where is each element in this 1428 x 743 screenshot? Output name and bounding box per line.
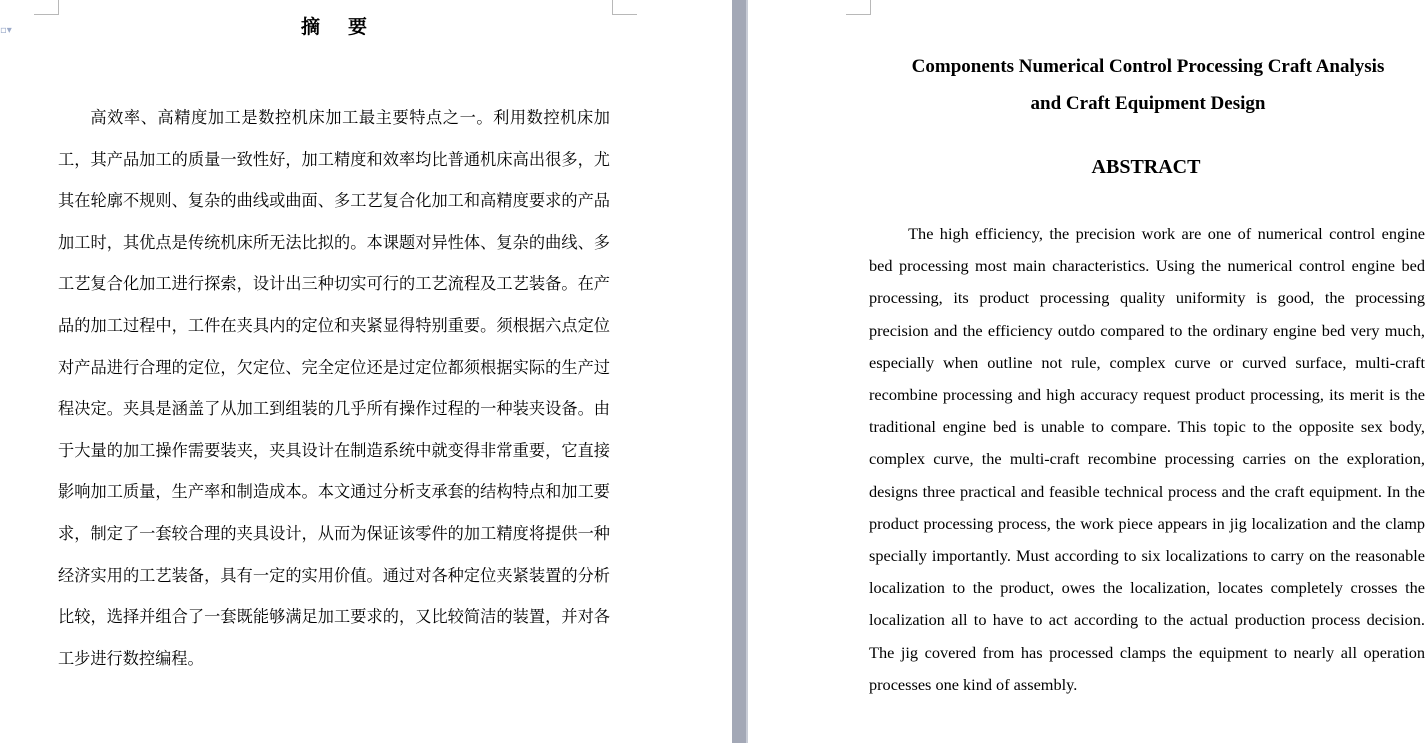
abstract-paragraph: 高效率、高精度加工是数控机床加工最主要特点之一。利用数控机床加工，其产品加工的质量一致性好，加工精度和效率均比普通机床高出很多，尤其在轮廓不规则、复杂的曲线或曲面、多工艺复合化加工和高精度要求的产品加工时，其优点是传统机床所无法比拟的。本课题对异性体、复杂的曲线、多工艺复合化加工进行探索，设计出三种切实可行的工艺流程及工艺装备。在产品的加工过程中，工件在夹具内的定位和夹紧显得特别重要。须根据六点定位对产品进行合理的定位，欠定位、完全定位还是过定位都须根据实际的生产过程决定。夹具是涵盖了从加工到组装的几乎所有操作过程的一种装夹设备。由于大量的加工操作需要装夹，夹具设计在制造系统中就变得非常重要，它直接影响加工质量，生产率和制造成本。本文通过分析支承套的结构特点和加工要求，制定了一套较合理的夹具设计，从而为保证该零件的加工精度将提供一种经济实用的工艺装备，具有一定的实用价值。通过对各种定位夹紧装置的分析比较，选择并组合了一套既能够满足加工要求的，又比较简洁的装置，并对各工步进行数控编程。 [58,108,610,668]
english-abstract-page [748,0,1425,743]
abstract-paragraph: The high efficiency, the precision work are one of numerical control engine bed processing most main characteristics. Using the numerical control engine bed processing, its product processing quality uniformity is good, the processing precision and the efficiency outdo compared to the ordinary engine bed very much, especially when outline not rule, complex curve or curved surface, multi-craft recombine processing and high accuracy request product processing, its merit is the traditional engine bed is unable to compare. This topic to the opposite sex body, complex curve, the multi-craft recombine processing carries on the exploration, designs three practical and feasible technical process and the craft equipment. In the product processing process, the work piece appears in jig localization and the clamp specially importantly. Must according to six localizations to carry on the reasonable localization to the product, owes the localization, locates completely crosses the localization all to have to act according to the actual production process decision. The jig covered from has processed clamps the equipment to nearly all operation processes one kind of assembly. [869,224,1425,694]
page-options-icon[interactable]: ▫▾ [0,25,12,36]
crop-mark-top-left [846,0,871,15]
page-title: 摘要 [300,16,395,38]
thesis-title-line-2: and Craft Equipment Design [1030,93,1266,114]
crop-mark-top-left [34,0,59,15]
abstract-heading: ABSTRACT [1091,156,1201,178]
page-gutter [732,0,746,743]
crop-mark-top-right [612,0,637,15]
thesis-title [868,48,1428,122]
thesis-title-line-1: Components Numerical Control Processing Craft Analysis [911,56,1385,77]
